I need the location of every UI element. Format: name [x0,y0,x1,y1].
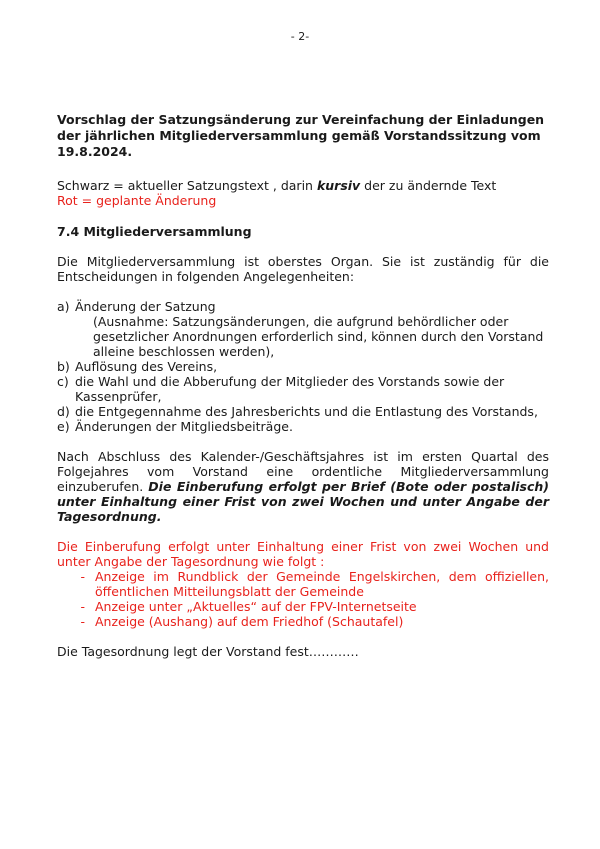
color-legend [57,178,549,208]
list-marker: b) [57,359,70,374]
proposed-intro: Die Einberufung erfolgt unter Einhaltung einer Frist von zwei Wochen und unter Angabe der Tagesordnung wie folgt : [57,539,549,569]
dash-marker: - [80,599,85,614]
proposed-item-text: Anzeige unter „Aktuelles“ auf der FPV-Internetseite [95,599,417,614]
responsibility-list [57,299,549,434]
document-title: Vorschlag der Satzungsänderung zur Vereinfachung der Einladungen der jährlichen Mitgliederversammlung gemäß Vorstandssitzung vom 19.8.2024. [57,112,545,159]
proposed-list-item [57,614,549,629]
legend-black-italic: kursiv [316,178,361,193]
list-item-text: die Entgegennahme des Jahresberichts und die Entlastung des Vorstands, [75,404,538,419]
proposed-change [57,539,549,629]
proposed-item-text: Anzeige (Aushang) auf dem Friedhof (Schautafel) [95,614,404,629]
proposed-list [57,569,549,629]
list-item [57,374,549,404]
legend-red: Rot = geplante Änderung [57,193,217,208]
list-item [57,299,549,359]
list-marker: a) [57,299,70,314]
current-text-italic: Die Einberufung erfolgt per Brief (Bote oder postalisch) unter Einhaltung einer Frist von zwei Wochen und unter Angabe der Tagesordnung. [57,479,550,524]
list-marker: c) [57,374,69,389]
list-item [57,419,549,434]
list-item-text: Änderung der Satzung [75,299,216,314]
list-item [57,359,549,374]
list-item-text: Auflösung des Vereins, [75,359,218,374]
current-text-plain: Nach Abschluss des Kalender-/Geschäftsjahres ist im ersten Quartal des Folgejahres vom Vorstand eine ordentliche Mitgliederversammlung einzuberufen. [57,449,549,494]
document-body [57,112,549,659]
legend-black-before: Schwarz = aktueller Satzungstext , darin [57,178,317,193]
list-marker: e) [57,419,70,434]
proposed-item-text: Anzeige im Rundblick der Gemeinde Engelskirchen, dem offiziellen, öffentlichen Mitteilungsblatt der Gemeinde [95,569,549,599]
legend-black [57,178,549,193]
section-heading: 7.4 Mitgliederversammlung [57,224,252,239]
list-item-subtext: (Ausnahme: Satzungsänderungen, die aufgrund behördlicher oder gesetzlicher Anordnungen erforderlich sind, können durch den Vorstand alleine beschlossen werden), [93,314,544,359]
proposed-list-item [57,569,549,599]
intro-paragraph: Die Mitgliederversammlung ist oberstes Organ. Sie ist zuständig für die Entscheidungen in folgenden Angelegenheiten: [57,254,549,284]
dash-marker: - [80,569,85,584]
list-item [57,404,549,419]
list-marker: d) [57,404,70,419]
list-item-text: Änderungen der Mitgliedsbeiträge. [75,419,293,434]
page-number: - 2- [290,30,310,43]
dash-marker: - [80,614,85,629]
legend-black-after: der zu ändernde Text [360,178,497,193]
closing-line: Die Tagesordnung legt der Vorstand fest………… [57,644,359,659]
proposed-list-item [57,599,549,614]
current-text-paragraph [57,449,549,524]
list-item-text: die Wahl und die Abberufung der Mitglieder des Vorstands sowie der Kassenprüfer, [75,374,505,404]
